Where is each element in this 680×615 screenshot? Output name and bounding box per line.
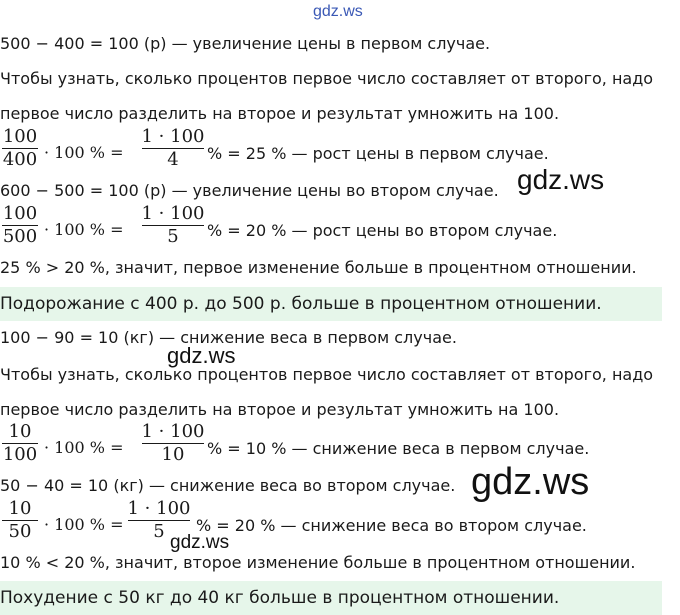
text-line: 50 − 40 = 10 (кг) — снижение веса во втором случае. (0, 476, 456, 495)
text-line: % = 20 % — рост цены во втором случае. (207, 221, 558, 240)
fraction (140, 127, 206, 170)
fraction-denominator: 100 (2, 444, 38, 465)
fraction-denominator: 500 (2, 226, 38, 247)
text-line: % = 20 % — снижение веса во втором случае. (196, 516, 587, 535)
fraction-numerator: 10 (8, 498, 32, 519)
fraction (0, 127, 40, 170)
fraction (0, 204, 40, 247)
math-text: · 100 % = (44, 438, 124, 457)
text-line: первое число разделить на второе и результат умножить на 100. (0, 400, 560, 419)
fraction-denominator: 400 (2, 149, 38, 170)
text-line: Чтобы узнать, сколько процентов первое число составляет от второго, надо (0, 69, 654, 88)
watermark-top: gdz.ws (313, 3, 363, 20)
fraction-numerator: 1 · 100 (141, 421, 205, 442)
fraction (140, 422, 206, 465)
watermark: gdz.ws (471, 461, 590, 503)
watermark: gdz.ws (517, 164, 605, 195)
text-line: % = 10 % — снижение веса в первом случае. (207, 439, 590, 458)
fraction-denominator: 50 (8, 521, 32, 542)
fraction-denominator: 5 (153, 521, 165, 542)
fraction (0, 499, 40, 542)
fraction-denominator: 4 (167, 149, 179, 170)
text-line: первое число разделить на второе и результат умножить на 100. (0, 104, 560, 123)
fraction-numerator: 1 · 100 (141, 126, 205, 147)
conclusion-text: Похудение с 50 кг до 40 кг больше в процентном отношении. (0, 588, 560, 608)
text-line: 500 − 400 = 100 (р) — увеличение цены в первом случае. (0, 34, 491, 53)
fraction-numerator: 100 (2, 126, 38, 147)
fraction (140, 204, 206, 247)
watermark: gdz.ws (170, 532, 230, 553)
text-line: Чтобы узнать, сколько процентов первое число составляет от второго, надо (0, 365, 654, 384)
math-text: · 100 % = (44, 515, 124, 534)
conclusion-text: Подорожание с 400 р. до 500 р. больше в процентном отношении. (0, 294, 602, 314)
text-line: 100 − 90 = 10 (кг) — снижение веса в первом случае. (0, 328, 457, 347)
fraction-denominator: 10 (161, 444, 185, 465)
fraction-numerator: 1 · 100 (127, 498, 191, 519)
text-line: 600 − 500 = 100 (р) — увеличение цены во втором случае. (0, 181, 499, 200)
fraction-numerator: 10 (8, 421, 32, 442)
fraction-numerator: 1 · 100 (141, 203, 205, 224)
math-text: · 100 % = (44, 220, 124, 239)
fraction (126, 499, 192, 542)
watermark: gdz.ws (167, 343, 236, 368)
text-line: 25 % > 20 %, значит, первое изменение больше в процентном отношении. (0, 258, 637, 277)
fraction (0, 422, 40, 465)
math-text: · 100 % = (44, 143, 124, 162)
fraction-numerator: 100 (2, 203, 38, 224)
text-line: % = 25 % — рост цены в первом случае. (207, 144, 549, 163)
fraction-denominator: 5 (167, 226, 179, 247)
text-line: 10 % < 20 %, значит, второе изменение больше в процентном отношении. (0, 553, 636, 572)
